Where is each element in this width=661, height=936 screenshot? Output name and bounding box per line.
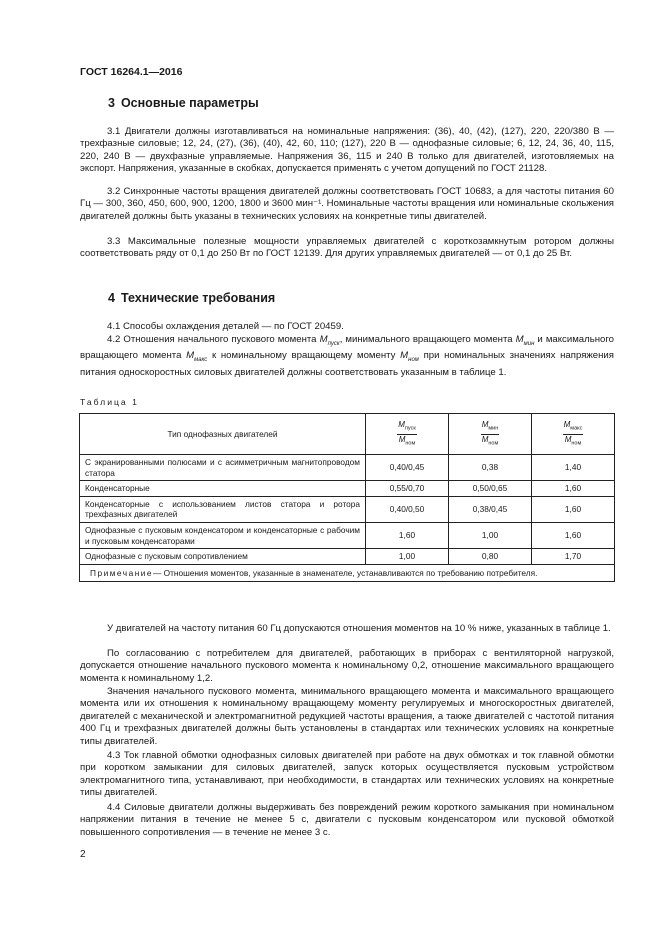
section-3-number: 3	[108, 96, 115, 110]
table-row	[80, 481, 615, 497]
row-1-min: 0,38	[449, 455, 532, 481]
row-2-max: 1,60	[532, 481, 615, 497]
row-4-type: Однофазные с пусковым конденсатором и конденсаторные с рабочим и пусковым конденсаторами	[80, 522, 366, 548]
table-row	[80, 549, 615, 565]
paragraph-after-table-1: У двигателей на частоту питания 60 Гц допускаются отношения моментов на 10 % ниже, указанных в таблице 1.	[107, 623, 611, 634]
paragraph-4-4: 4.4 Силовые двигатели должны выдерживать без повреждений режим короткого замыкания при номинальном напряжении питания в течение не менее 5 с, двигатели с пусковым конденсатором или пусковой обмоткой повышенного сопротивления — в течение не менее 3 с.	[80, 802, 614, 838]
row-1-start: 0,40/0,45	[366, 455, 449, 481]
row-2-min: 0,50/0,65	[449, 481, 532, 497]
table-note	[80, 564, 615, 582]
header-start-ratio: $\frac{M_{пуск}}{M_{ном}}$	[366, 414, 449, 455]
row-4-min: 1,00	[449, 522, 532, 548]
row-5-type: Однофазные с пусковым сопротивлением	[80, 549, 366, 565]
section-4-title: Технические требования	[120, 291, 276, 305]
paragraph-4-3: 4.3 Ток главной обмотки однофазных силовых двигателей при работе на двух обмотках и ток главной обмотки при коротком замыкании для силовых двигателей, запуск которых осуществляется пусковым устройством электромагнитного типа, устанавливают, при необходимости, в стандартах или технических условиях на конкретные типы двигателей.	[80, 750, 614, 799]
table-row	[80, 496, 615, 522]
table-note-row	[80, 564, 615, 582]
table-row	[80, 455, 615, 481]
header-max-ratio: $\frac{M_{макс}}{M_{ном}}$	[532, 414, 615, 455]
header-min-ratio: $\frac{M_{мин}}{M_{ном}}$	[449, 414, 532, 455]
table-1	[79, 413, 615, 582]
paragraph-after-table-3: Значения начального пускового момента, минимального вращающего момента и максимального вращающего момента или их отношения к номинальному вращающему моменту регулируемых и многоскоростных двигателей, двигателей с механической и электромагнитной редукцией частоты вращения, а также двигателей с частотой питания 400 Гц и трехфазных двигателей должны быть установлены в стандартах или технических условиях на конкретные типы двигателей.	[80, 686, 614, 747]
table-note-text: — Отношения моментов, указанные в знаменателе, устанавливаются по требованию потребителя.	[153, 567, 538, 578]
paragraph-4-2: 4.2 Отношения начального пускового момента $M_{пуск}$, минимального вращающего момента $M_{мин}$ и максимального вращающего момента $M_{макс}$ к номинальному вращающему моменту $M_{ном}$ при номинальных значениях напряжения питания односкоростных силовых двигателей должны соответствовать указанным в таблице 1.	[80, 334, 614, 378]
section-3-heading	[108, 96, 259, 110]
row-1-max: 1,40	[532, 455, 615, 481]
table-header-row	[80, 414, 615, 455]
paragraph-4-1: 4.1 Способы охлаждения деталей — по ГОСТ 20459.	[107, 321, 344, 332]
row-2-start: 0,55/0,70	[366, 481, 449, 497]
row-5-start: 1,00	[366, 549, 449, 565]
header-motor-type: Тип однофазных двигателей	[80, 414, 366, 455]
section-4-number: 4	[108, 291, 115, 305]
row-5-min: 0,80	[449, 549, 532, 565]
section-3-title: Основные параметры	[120, 96, 259, 110]
paragraph-3-2: 3.2 Синхронные частоты вращения двигателей должны соответствовать ГОСТ 10683, а для частоты питания 60 Гц — 300, 360, 450, 600, 900, 1200, 1800 и 3600 мин⁻¹. Номинальные частоты вращения или номинальные скольжения двигателей должны быть указаны в технических условиях на конкретные типы двигателей.	[80, 186, 614, 222]
table-1-caption: Таблица 1	[80, 397, 139, 407]
row-5-max: 1,70	[532, 549, 615, 565]
row-4-start: 1,60	[366, 522, 449, 548]
page-number: 2	[80, 849, 86, 860]
paragraph-3-3: 3.3 Максимальные полезные мощности управляемых двигателей с короткозамкнутым ротором должны соответствовать ряду от 0,1 до 250 Вт по ГОСТ 12139. Для других управляемых двигателей — от 0,1 до 25 Вт.	[80, 236, 614, 260]
section-4-heading	[108, 291, 275, 305]
table-row	[80, 522, 615, 548]
row-3-type: Конденсаторные с использованием листов статора и ротора трехфазных двигателей	[80, 496, 366, 522]
paragraph-after-table-2: По согласованию с потребителем для двигателей, работающих в приборах с вентиляторной нагрузкой, допускается отношение начального пускового момента к номинальному 0,2, отношение максимального вращающего момента к номинальному 1,2.	[80, 648, 614, 684]
row-4-max: 1,60	[532, 522, 615, 548]
row-3-min: 0,38/0,45	[449, 496, 532, 522]
row-3-start: 0,40/0,50	[366, 496, 449, 522]
page-header-standard: ГОСТ 16264.1—2016	[80, 66, 183, 78]
row-3-max: 1,60	[532, 496, 615, 522]
row-1-type: С экранированными полюсами и с асимметричным магнитопроводом статора	[80, 455, 366, 481]
row-2-type: Конденсаторные	[80, 481, 366, 497]
paragraph-3-1: 3.1 Двигатели должны изготавливаться на номинальные напряжения: (36), 40, (42), (127), 220, 220/380 В — трехфазные силовые; 12, 24, (27), (36), (40), 42, 60, 110; (127), 220 В — однофазные силовые; 6, 12, 24, 36, 40, 115, 220, 240 В — двухфазные управляемые. Напряжения 36, 115 и 240 В только для двигателей, изготовляемых на экспорт. Напряжения, указанные в скобках, допускается применять с учетом допущений по ГОСТ 21128.	[80, 126, 614, 175]
table-note-label: Примечание	[90, 567, 154, 578]
